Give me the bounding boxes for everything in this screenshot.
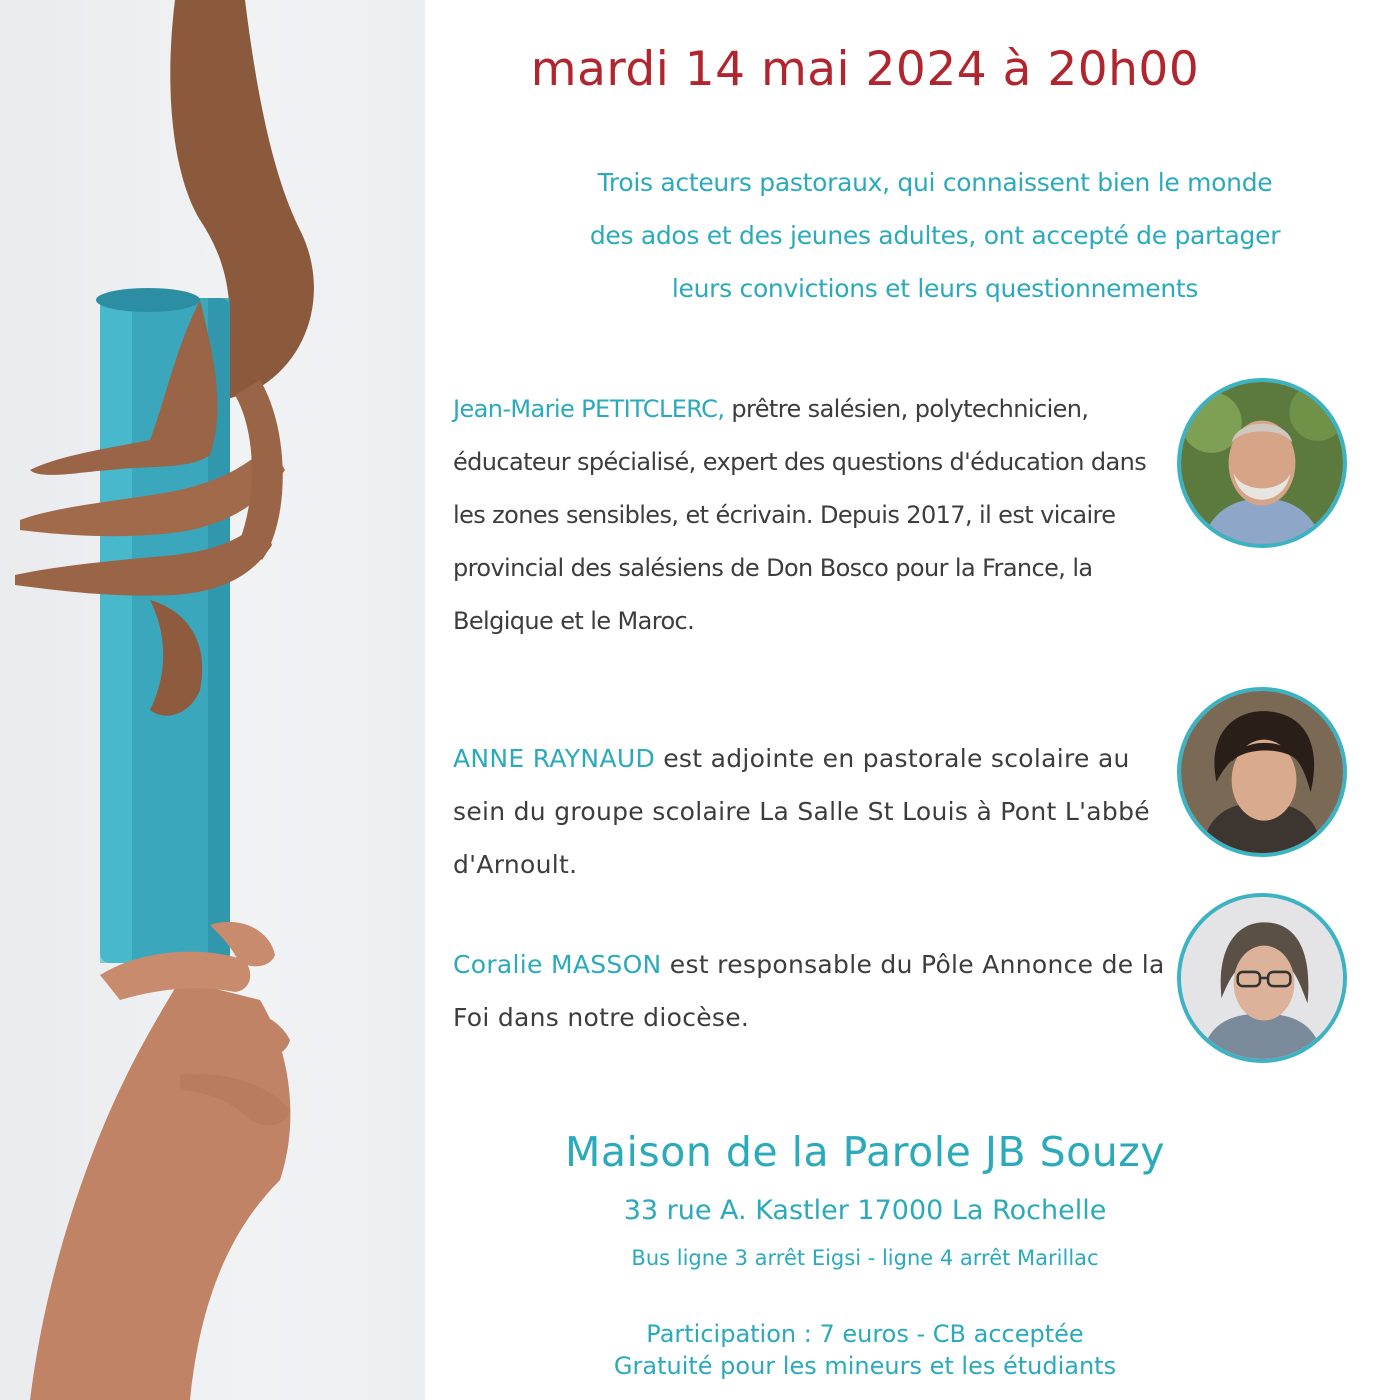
- speaker-description: est responsable du Pôle Annonce de la Foi dans notre diocèse.: [453, 950, 1165, 1032]
- avatar-masson: [1177, 893, 1347, 1063]
- event-intro: [495, 156, 1375, 315]
- participation-price: Participation : 7 euros - CB acceptée: [646, 1320, 1084, 1348]
- avatar-raynaud: [1177, 687, 1347, 857]
- speaker-bio-masson: [453, 938, 1173, 1044]
- portrait-woman-icon: [1181, 691, 1343, 853]
- speaker-name: ANNE RAYNAUD: [453, 744, 655, 773]
- speaker-name: Jean-Marie PETITCLERC,: [453, 395, 725, 423]
- speaker-description: est adjointe en pastorale scolaire au sein du groupe scolaire La Salle St Louis à Pont L'abbé d'Arnoult.: [453, 744, 1150, 879]
- avatar-petitclerc: [1177, 378, 1347, 548]
- portrait-man-icon: [1181, 382, 1343, 544]
- speaker-bio-raynaud: [453, 732, 1173, 891]
- relay-baton-photo: [0, 0, 425, 1400]
- intro-line: des ados et des jeunes adultes, ont accepté de partager: [589, 221, 1281, 250]
- pricing-info: [425, 1318, 1305, 1382]
- speaker-name: Coralie MASSON: [453, 950, 662, 979]
- venue-name: Maison de la Parole JB Souzy: [564, 1128, 1165, 1176]
- speaker-description: prêtre salésien, polytechnicien, éducateur spécialisé, expert des questions d'éducation dans les zones sensibles, et écrivain. Depuis 2017, il est vicaire provincial des salésiens de Don Bosco pour la France, la Belgique et le Maroc.: [453, 395, 1147, 635]
- free-entry-note: Gratuité pour les mineurs et les étudiants: [613, 1352, 1117, 1380]
- event-content: [425, 0, 1400, 1400]
- portrait-woman-glasses-icon: [1181, 897, 1343, 1059]
- transport-info: Bus ligne 3 arrêt Eigsi - ligne 4 arrêt Marillac: [631, 1246, 1099, 1270]
- hands-baton-illustration: [0, 0, 425, 1400]
- speaker-bio-petitclerc: [453, 383, 1173, 648]
- intro-line: leurs convictions et leurs questionnements: [671, 274, 1199, 303]
- event-date: mardi 14 mai 2024 à 20h00: [530, 42, 1200, 97]
- intro-line: Trois acteurs pastoraux, qui connaissent bien le monde: [597, 168, 1273, 197]
- venue-address: 33 rue A. Kastler 17000 La Rochelle: [623, 1195, 1107, 1226]
